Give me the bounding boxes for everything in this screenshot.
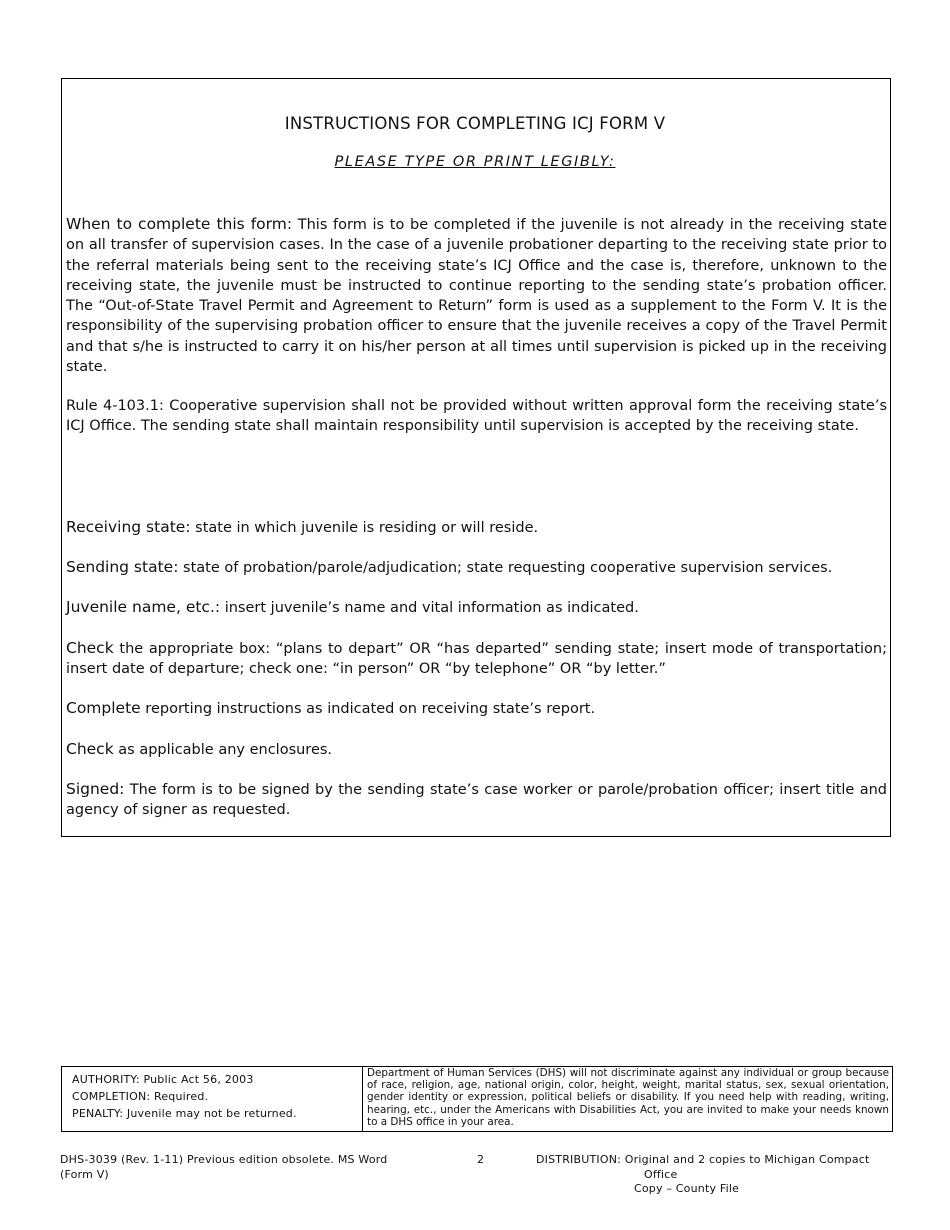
receiving-state-text: state in which juvenile is residing or will reside. [190,520,539,536]
page-number: 2 [477,1153,485,1166]
authority-line: AUTHORITY: Public Act 56, 2003 [72,1073,254,1086]
page-subtitle: PLEASE TYPE OR PRINT LEGIBLY: [334,154,616,170]
receiving-state-paragraph [66,517,887,538]
footer-legal-info [72,1071,297,1122]
juvenile-name-paragraph [66,597,887,618]
distribution-line-1: DISTRIBUTION: Original and 2 copies to Michigan Compact [536,1153,870,1166]
sending-state-label: Sending state: [66,558,179,576]
juvenile-name-text: insert juvenile’s name and vital information as indicated. [220,600,639,616]
completion-line: COMPLETION: Required. [72,1090,209,1103]
page-title: INSTRUCTIONS FOR COMPLETING ICJ FORM V [284,114,666,133]
check-box-label: Check [66,639,114,657]
instructions-box [61,78,891,837]
penalty-line: PENALTY: Juvenile may not be returned. [72,1107,297,1120]
enclosures-text: as applicable any enclosures. [113,742,333,758]
enclosures-label: Check [66,740,114,758]
distribution-line-3: Copy – County File [634,1182,740,1195]
nondiscrimination-notice: Department of Human Services (DHS) will not discriminate against any individual or group because of race, religion, age, national origin, color, height, weight, marital status, sex, sexual orientation, gender identity or expression, political beliefs or disability. If you need help with reading, writing, hearing, etc., under the Americans with Disabilities Act, you are invited to make your needs known to a DHS office in your area. [367,1067,889,1128]
complete-label: Complete [66,699,141,717]
check-box-text: the appropriate box: “plans to depart” OR “has departed” sending state; insert mode of transportation; insert date of departure; check one: “in person” OR “by telephone” OR “by letter.” [66,641,887,678]
receiving-state-label: Receiving state: [66,518,191,536]
complete-text: reporting instructions as indicated on receiving state’s report. [140,701,596,717]
form-id [60,1153,387,1182]
distribution [536,1153,870,1197]
distribution-line-2: Office [644,1167,678,1181]
form-id-line-2: (Form V) [60,1167,109,1181]
signed-paragraph [66,779,887,821]
when-to-complete-label: When to complete this form: [66,215,293,233]
sending-state-text: state of probation/parole/adjudication; state requesting cooperative supervision services. [178,560,833,576]
check-box-paragraph [66,638,887,680]
juvenile-name-label: Juvenile name, etc.: [66,598,221,616]
when-to-complete-text: This form is to be completed if the juvenile is not already in the receiving state on all transfer of supervision cases. In the case of a juvenile probationer departing to the receiving state prior to the referral materials being sent to the receiving state’s ICJ Office and the case is, therefore, unknown to the receiving state, the juvenile must be instructed to continue reporting to the sending state’s probation officer. The “Out-of-State Travel Permit and Agreement to Return” form is used as a supplement to the Form V. It is the responsibility of the supervising probation officer to ensure that the juvenile receives a copy of the Travel Permit and that s/he is instructed to carry it on his/her person at all times until supervision is picked up in the receiving state. [66,217,887,376]
sending-state-paragraph [66,557,887,578]
form-id-line-1: DHS-3039 (Rev. 1-11) Previous edition obsolete. MS Word [60,1153,388,1166]
complete-paragraph [66,698,887,719]
footer-divider [362,1066,363,1132]
signed-text: The form is to be signed by the sending state’s case worker or parole/probation officer; insert title and agency of signer as requested. [66,782,887,819]
when-to-complete-paragraph [66,214,887,377]
rule-paragraph: Rule 4-103.1: Cooperative supervision shall not be provided without written approval form the receiving state’s ICJ Office. The sending state shall maintain responsibility until supervision is accepted by the receiving state. [66,398,887,435]
signed-label: Signed: [66,780,125,798]
enclosures-paragraph [66,739,887,760]
